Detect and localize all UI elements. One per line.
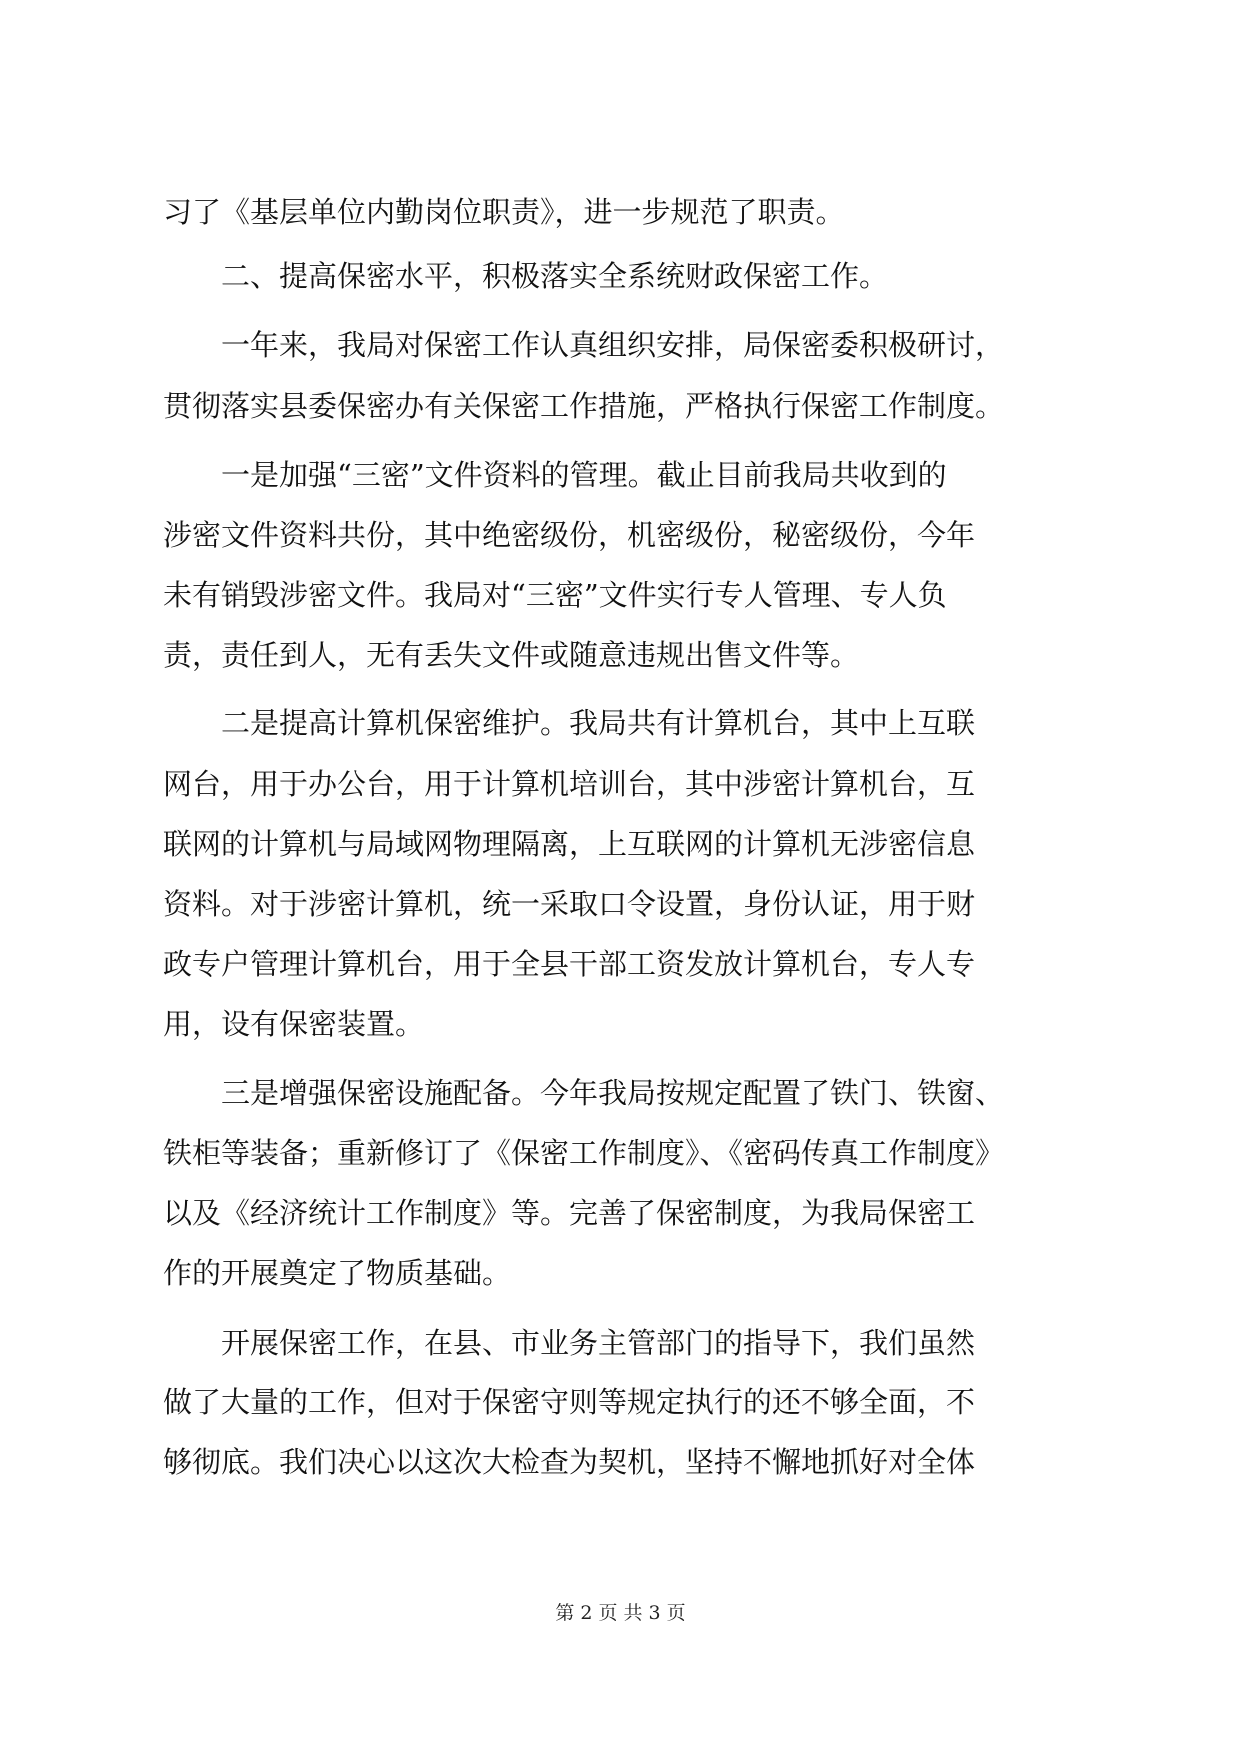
text-line: 做了大量的工作，但对于保密守则等规定执行的还不够全面，不 bbox=[163, 1385, 976, 1419]
text-line: 用，设有保密装置。 bbox=[163, 1007, 425, 1041]
text-line: 习了《基层单位内勤岗位职责》，进一步规范了职责。 bbox=[163, 195, 845, 229]
text-line: 以及《经济统计工作制度》等。完善了保密制度，为我局保密工 bbox=[163, 1196, 976, 1230]
text-line: 资料。对于涉密计算机，统一采取口令设置，身份认证，用于财 bbox=[163, 887, 976, 921]
text-line: 作的开展奠定了物质基础。 bbox=[163, 1256, 512, 1290]
text-line: 贯彻落实县委保密办有关保密工作措施，严格执行保密工作制度。 bbox=[163, 389, 1005, 423]
text-line: 三是增强保密设施配备。今年我局按规定配置了铁门、铁窗、 bbox=[221, 1076, 1005, 1110]
text-line: 涉密文件资料共份，其中绝密级份，机密级份，秘密级份，今年 bbox=[163, 518, 976, 552]
text-line: 够彻底。我们决心以这次大检查为契机，坚持不懈地抓好对全体 bbox=[163, 1445, 976, 1479]
text-line: 政专户管理计算机台，用于全县干部工资发放计算机台，专人专 bbox=[163, 947, 976, 981]
text-line: 一是加强“三密”文件资料的管理。截止目前我局共收到的 bbox=[221, 458, 947, 492]
text-line: 二是提高计算机保密维护。我局共有计算机台，其中上互联 bbox=[221, 706, 976, 740]
text-line: 一年来，我局对保密工作认真组织安排，局保密委积极研讨， bbox=[221, 328, 1005, 362]
text-line: 责，责任到人，无有丢失文件或随意违规出售文件等。 bbox=[163, 638, 860, 672]
page-number-footer: 第 2 页 共 3 页 bbox=[555, 1602, 686, 1624]
text-line: 二、提高保密水平，积极落实全系统财政保密工作。 bbox=[221, 259, 889, 293]
text-line: 铁柜等装备；重新修订了《保密工作制度》、《密码传真工作制度》 bbox=[163, 1136, 1005, 1170]
text-line: 网台，用于办公台，用于计算机培训台，其中涉密计算机台，互 bbox=[163, 767, 976, 801]
text-line: 开展保密工作，在县、市业务主管部门的指导下，我们虽然 bbox=[221, 1326, 976, 1360]
text-line: 未有销毁涉密文件。我局对“三密”文件实行专人管理、专人负 bbox=[163, 578, 947, 612]
text-line: 联网的计算机与局域网物理隔离，上互联网的计算机无涉密信息 bbox=[163, 827, 976, 861]
